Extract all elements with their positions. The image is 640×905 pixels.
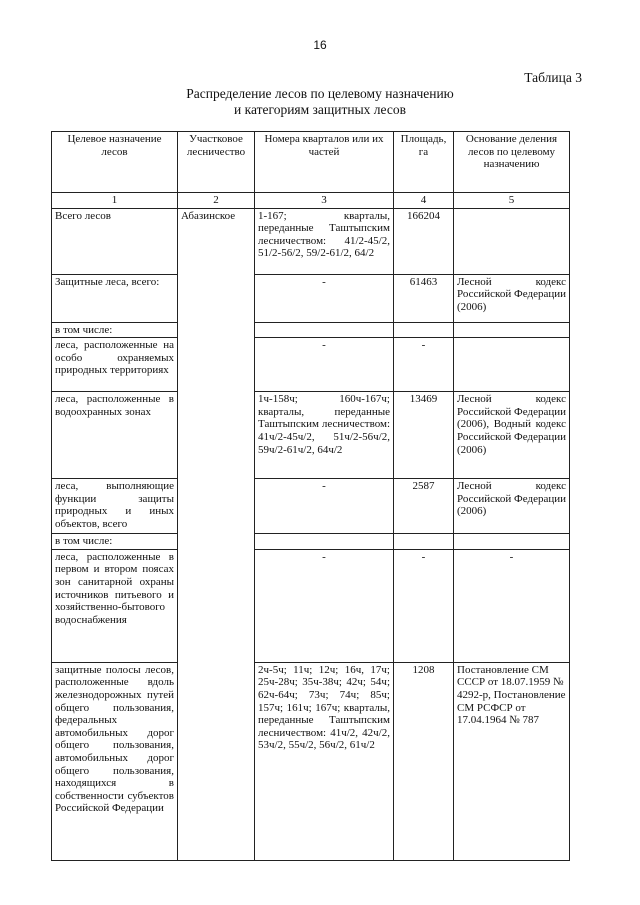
- header-quarters: Номера кварталов или их частей: [255, 132, 394, 193]
- column-number: 3: [255, 193, 394, 209]
- header-row: [52, 132, 570, 193]
- quarters-cell: -: [255, 274, 394, 322]
- basis-cell: Постановление СМ СССР от 18.07.1959 № 4292-р, Постановление СМ РСФСР от 17.04.1964 № 787: [454, 662, 570, 860]
- basis-cell: Лесной кодекс Российской Федерации (2006): [454, 274, 570, 322]
- area-cell: 13469: [394, 392, 454, 479]
- quarters-cell: 1-167; кварталы, переданные Таштыпским лесничеством: 41/2-45/2, 51/2-56/2, 59/2-61/2, 64/2: [255, 208, 394, 274]
- table-row: [52, 274, 570, 322]
- table-row: [52, 338, 570, 392]
- purpose-cell: леса, расположенные на особо охраняемых природных территориях: [52, 338, 178, 392]
- area-cell: 166204: [394, 208, 454, 274]
- basis-cell: [454, 338, 570, 392]
- basis-cell: Лесной кодекс Российской Федерации (2006): [454, 479, 570, 534]
- area-cell: 2587: [394, 479, 454, 534]
- header-area: Площадь, га: [394, 132, 454, 193]
- area-cell: 61463: [394, 274, 454, 322]
- basis-cell: Лесной кодекс Российской Федерации (2006), Водный кодекс Российской Федерации (2006): [454, 392, 570, 479]
- header-district: Участковое лесничество: [178, 132, 255, 193]
- quarters-cell: -: [255, 549, 394, 662]
- purpose-cell: в том числе:: [52, 534, 178, 550]
- area-cell: -: [394, 338, 454, 392]
- purpose-cell: Защитные леса, всего:: [52, 274, 178, 322]
- quarters-cell: -: [255, 479, 394, 534]
- table-row: [52, 322, 570, 338]
- purpose-cell: в том числе:: [52, 322, 178, 338]
- district-cell: Абазинское: [178, 208, 255, 860]
- purpose-cell: защитные полосы лесов, расположенные вдоль железнодорожных путей общего пользования, федеральных автомобильных дорог общего пользования, автомобильных дорог общего пользования, находящихся в собственности субъектов Российской Федерации: [52, 662, 178, 860]
- table-row: [52, 534, 570, 550]
- column-number: 4: [394, 193, 454, 209]
- basis-cell: -: [454, 549, 570, 662]
- table-row: [52, 392, 570, 479]
- area-cell: -: [394, 549, 454, 662]
- title-line-1: Распределение лесов по целевому назначению: [186, 86, 454, 101]
- purpose-cell: Всего лесов: [52, 208, 178, 274]
- column-number: 5: [454, 193, 570, 209]
- column-number: 2: [178, 193, 255, 209]
- table-row: [52, 549, 570, 662]
- column-number-row: [52, 193, 570, 209]
- table-row: [52, 208, 570, 274]
- purpose-cell: леса, расположенные в водоохранных зонах: [52, 392, 178, 479]
- table-row: [52, 662, 570, 860]
- page-number: 16: [313, 38, 327, 52]
- header-purpose: Целевое назначение лесов: [52, 132, 178, 193]
- table-label: Таблица 3: [524, 70, 582, 85]
- header-basis: Основание деления лесов по целевому назначению: [454, 132, 570, 193]
- column-number: 1: [52, 193, 178, 209]
- purpose-cell: леса, выполняющие функции защиты природных и иных объектов, всего: [52, 479, 178, 534]
- table-title: [0, 86, 640, 118]
- forest-distribution-table: [51, 131, 570, 861]
- purpose-cell: леса, расположенные в первом и втором поясах зон санитарной охраны источников питьевого и хозяйственно-бытового водоснабжения: [52, 549, 178, 662]
- quarters-cell: 2ч-5ч; 11ч; 12ч; 16ч, 17ч; 25ч-28ч; 35ч-38ч; 42ч; 54ч; 62ч-64ч; 73ч; 74ч; 85ч; 157ч; 161ч; 167ч; кварталы, переданные Таштыпским лесничеством: 41ч/2, 42ч/2, 53ч/2, 55ч/2, 56ч/2, 61ч/2: [255, 662, 394, 860]
- quarters-cell: -: [255, 338, 394, 392]
- area-cell: 1208: [394, 662, 454, 860]
- table-row: [52, 479, 570, 534]
- basis-cell: [454, 208, 570, 274]
- title-line-2: и категориям защитных лесов: [234, 102, 406, 117]
- quarters-cell: 1ч-158ч; 160ч-167ч; кварталы, переданные Таштыпским лесничеством: 41ч/2-45ч/2, 51ч/2-56ч/2, 59ч/2-61ч/2, 64ч/2: [255, 392, 394, 479]
